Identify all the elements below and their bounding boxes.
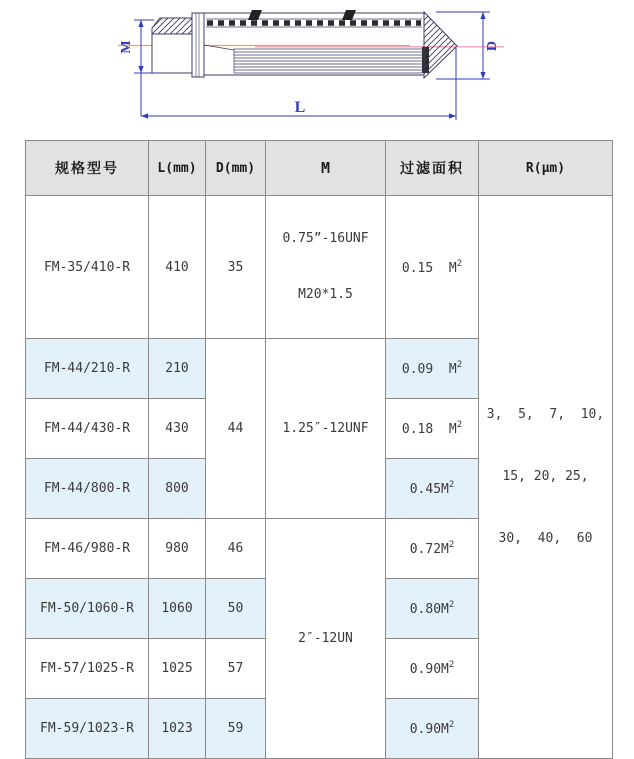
d-cell-merged: 44 (206, 339, 266, 519)
col-header-r: R(μm) (479, 141, 613, 196)
col-header-l: L(mm) (149, 141, 206, 196)
thread-spec-line1: 0.75”-16UNF (282, 231, 369, 246)
model-cell: FM-44/210-R (26, 339, 149, 399)
model-cell: FM-59/1023-R (26, 699, 149, 759)
area-cell: 0.18 $M^2$ (386, 399, 479, 459)
l-cell: 430 (149, 399, 206, 459)
d-cell: 50 (206, 579, 266, 639)
d-cell: 59 (206, 699, 266, 759)
end-cone (424, 12, 457, 78)
l-cell: 410 (149, 196, 206, 339)
area-cell: $0.90M^2$ (386, 639, 479, 699)
model-cell: FM-44/800-R (26, 459, 149, 519)
spec-table (25, 140, 613, 759)
area-cell: 0.15 $M^2$ (386, 196, 479, 339)
d-cell: 35 (206, 196, 266, 339)
dimension-label-m: M (119, 40, 134, 54)
dimension-m (119, 20, 154, 116)
micron-ratings-line3: 30, 40, 60 (498, 531, 593, 546)
micron-ratings-line1: 3, 5, 7, 10, (486, 407, 605, 422)
area-cell: 0.09 $M^2$ (386, 339, 479, 399)
area-cell: $0.72M^2$ (386, 519, 479, 579)
end-fitting-nut (152, 18, 192, 73)
m-cell-merged: 2″-12UN (266, 519, 386, 759)
dimension-label-l: L (294, 99, 306, 116)
model-cell: FM-46/980-R (26, 519, 149, 579)
model-cell: FM-50/1060-R (26, 579, 149, 639)
d-cell: 46 (206, 519, 266, 579)
pleat-lines (204, 45, 422, 73)
col-header-m: M (266, 141, 386, 196)
l-cell: 800 (149, 459, 206, 519)
model-cell: FM-35/410-R (26, 196, 149, 339)
dimension-label-d: D (485, 40, 500, 52)
col-header-spec: 规格型号 (26, 141, 149, 196)
r-cell (479, 196, 613, 759)
micron-ratings-line2: 15, 20, 25, (502, 469, 589, 484)
area-cell: $0.45M^2$ (386, 459, 479, 519)
d-cell: 57 (206, 639, 266, 699)
table-row (26, 196, 613, 339)
area-cell: $0.80M^2$ (386, 579, 479, 639)
l-cell: 1023 (149, 699, 206, 759)
header-row (26, 141, 613, 196)
l-cell: 1060 (149, 579, 206, 639)
m-cell-merged: 1.25″-12UNF (266, 339, 386, 519)
l-cell: 980 (149, 519, 206, 579)
filter-element-drawing (0, 0, 634, 132)
model-cell: FM-44/430-R (26, 399, 149, 459)
collar (192, 13, 204, 77)
m-cell (266, 196, 386, 339)
col-header-d: D(mm) (206, 141, 266, 196)
weld-mark (248, 10, 262, 20)
thread-spec-line2: M20*1.5 (298, 287, 353, 302)
model-cell: FM-57/1025-R (26, 639, 149, 699)
l-cell: 1025 (149, 639, 206, 699)
col-header-area: 过滤面积 (386, 141, 479, 196)
mesh-band (206, 19, 422, 27)
l-cell: 210 (149, 339, 206, 399)
filter-body (204, 10, 429, 75)
area-cell: $0.90M^2$ (386, 699, 479, 759)
weld-mark (342, 10, 356, 20)
